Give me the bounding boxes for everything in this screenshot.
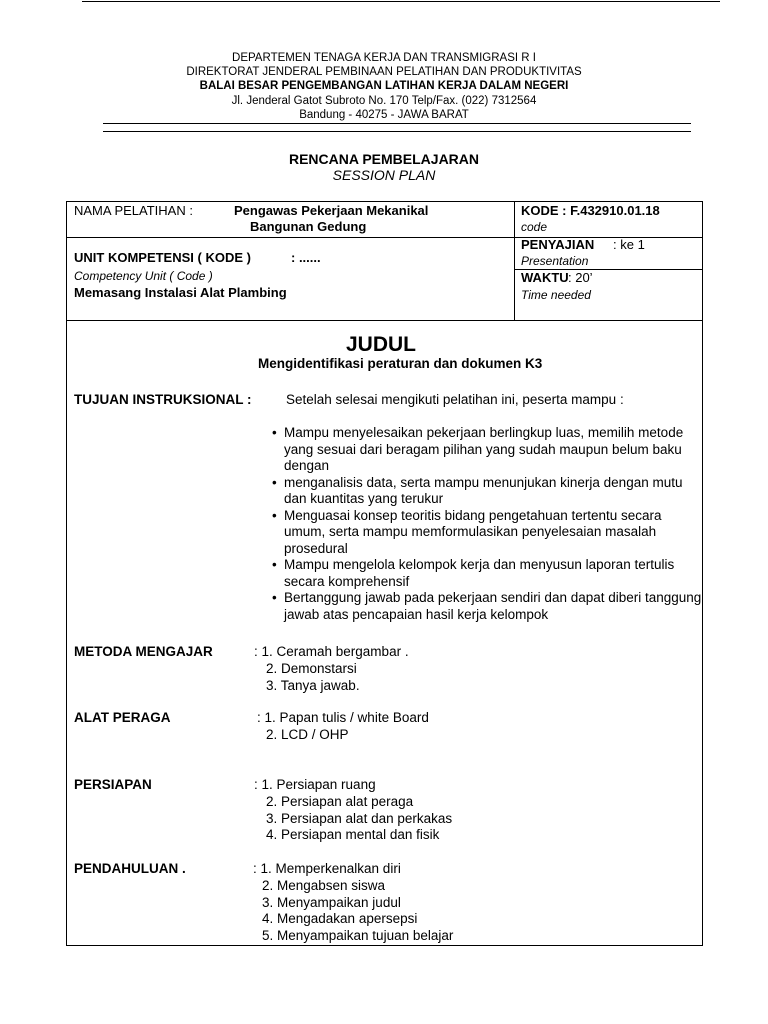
header-ministry: DEPARTEMEN TENAGA KERJA DAN TRANSMIGRASI R I bbox=[232, 52, 536, 64]
waktu-value: : 20’ bbox=[568, 270, 593, 285]
unit-kompetensi-label: UNIT KOMPETENSI ( KODE ) bbox=[74, 250, 251, 265]
tujuan-label: TUJUAN INSTRUKSIONAL : bbox=[74, 392, 252, 407]
pendahuluan-item: 3. Menyampaikan judul bbox=[262, 895, 401, 910]
metoda-label: METODA MENGAJAR bbox=[74, 644, 213, 659]
bullet-item: • menganalisis data, serta mampu menunjukan kinerja dengan mutu dan kuantitas yang terukur bbox=[272, 475, 702, 508]
bullet-item: • Bertanggung jawab pada pekerjaan sendiri dan dapat diberi tanggung jawab atas pencapaian hasil kerja kelompok bbox=[272, 590, 702, 623]
pendahuluan-item: 4. Mengadakan apersepsi bbox=[262, 911, 418, 926]
bullet-item: • Menguasai konsep teoritis bidang pengetahuan tertentu secara umum, serta mampu memformulasikan penyelesaian masalah prosedural bbox=[272, 508, 702, 558]
document-title: RENCANA PEMBELAJARAN bbox=[288, 151, 480, 167]
kode-value: KODE : F.432910.01.18 bbox=[521, 203, 660, 218]
pendahuluan-item: 2. Mengabsen siswa bbox=[262, 878, 386, 893]
pendahuluan-item: 5. Menyampaikan tujuan belajar bbox=[262, 928, 454, 943]
penyajian-value: : ke 1 bbox=[613, 237, 645, 252]
kode-en-label: code bbox=[521, 220, 548, 234]
tujuan-text: Setelah selesai mengikuti pelatihan ini, peserta mampu : bbox=[286, 392, 624, 407]
pendahuluan-item: : 1. Memperkenalkan diri bbox=[253, 861, 401, 876]
time-needed-en-label: Time needed bbox=[521, 288, 591, 302]
content-box bbox=[66, 320, 703, 946]
bullet-item: • Mampu menyelesaikan pekerjaan berlingkup luas, memilih metode yang sesuai dari beragam pilihan yang sudah maupun belum baku dengan bbox=[272, 425, 702, 475]
header-directorate: DIREKTORAT JENDERAL PEMBINAAN PELATIHAN DAN PRODUKTIVITAS bbox=[186, 66, 582, 78]
judul-heading: JUDUL bbox=[346, 333, 417, 356]
info-divider-v bbox=[514, 201, 515, 321]
header-address: Jl. Jenderal Gatot Subroto No. 170 Telp/Fax. (022) 7312564 bbox=[231, 95, 537, 107]
persiapan-item: 2. Persiapan alat peraga bbox=[266, 794, 414, 809]
metoda-item: : 1. Ceramah bergambar . bbox=[254, 644, 409, 659]
pendahuluan-label: PENDAHULUAN . bbox=[74, 861, 186, 876]
metoda-item: 3. Tanya jawab. bbox=[266, 678, 360, 693]
persiapan-item: 4. Persiapan mental dan fisik bbox=[266, 827, 440, 842]
nama-pelatihan-value: Pengawas Pekerjaan Mekanikal bbox=[234, 203, 429, 218]
header-separator bbox=[103, 123, 691, 132]
penyajian-label: PENYAJIAN bbox=[521, 237, 595, 252]
judul-subtitle: Mengidentifikasi peraturan dan dokumen K3 bbox=[258, 356, 543, 371]
presentation-en-label: Presentation bbox=[521, 254, 589, 268]
alat-peraga-label: ALAT PERAGA bbox=[74, 710, 171, 725]
nama-pelatihan-value-2: Bangunan Gedung bbox=[250, 219, 367, 234]
alat-peraga-item: : 1. Papan tulis / white Board bbox=[257, 710, 429, 725]
header-institution: BALAI BESAR PENGEMBANGAN LATIHAN KERJA DALAM NEGERI bbox=[199, 80, 569, 92]
bullet-item: • Mampu mengelola kelompok kerja dan menyusun laporan tertulis secara komprehensif bbox=[272, 557, 702, 590]
unit-kompetensi-colon: : ...... bbox=[291, 250, 321, 265]
header-city: Bandung - 40275 - JAWA BARAT bbox=[299, 109, 469, 121]
metoda-item: 2. Demonstarsi bbox=[266, 661, 357, 676]
waktu-label: WAKTU bbox=[521, 270, 569, 285]
tujuan-bullet-list bbox=[272, 425, 702, 623]
alat-peraga-item: 2. LCD / OHP bbox=[266, 727, 349, 742]
unit-kompetensi-value: Memasang Instalasi Alat Plambing bbox=[74, 285, 287, 300]
nama-pelatihan-label: NAMA PELATIHAN : bbox=[74, 203, 193, 218]
info-divider-h1 bbox=[66, 237, 703, 238]
persiapan-label: PERSIAPAN bbox=[74, 777, 152, 792]
document-subtitle: SESSION PLAN bbox=[332, 167, 436, 183]
persiapan-item: 3. Persiapan alat dan perkakas bbox=[266, 811, 453, 826]
persiapan-item: : 1. Persiapan ruang bbox=[254, 777, 376, 792]
top-rule bbox=[82, 1, 720, 2]
competency-unit-en-label: Competency Unit ( Code ) bbox=[74, 269, 213, 283]
